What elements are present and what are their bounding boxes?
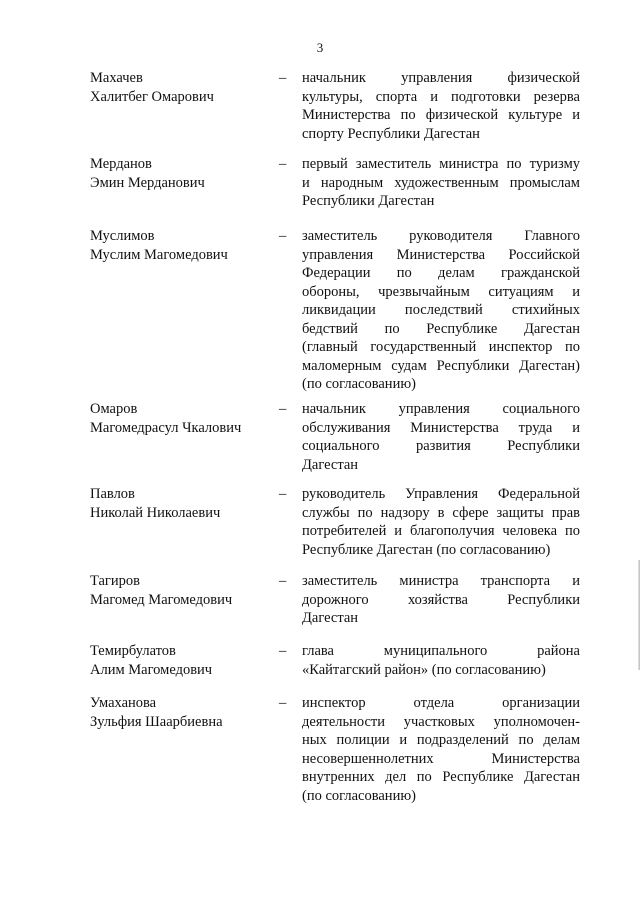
role-line: службы по надзору в сфере защиты прав [302,504,580,521]
member-role [302,155,580,211]
member-role [302,694,580,805]
member-name [90,155,270,192]
role-line: маломерным судам Республики Дагестан) [302,357,580,374]
dash-separator: – [279,401,287,417]
page-number: 3 [316,40,324,55]
role-line: культуры, спорта и подготовки резерва [302,88,580,105]
role-line: начальник управления социального [302,401,580,417]
member-name [90,572,270,609]
member-surname: Павлов [90,486,135,502]
member-given-names: Халитбег Омарович [90,88,214,105]
dash-separator: – [279,156,287,172]
role-line: заместитель руководителя Главного [302,228,580,244]
dash-separator: – [279,70,287,86]
role-line: ных полиции и подразделений по делам [302,732,580,748]
role-line: внутренних дел по Республике Дагестан [302,769,580,785]
member-surname: Омаров [90,401,138,417]
member-name [90,69,270,106]
member-role [302,572,580,628]
member-name [90,400,270,437]
member-surname: Махачев [90,70,143,86]
role-line: (по согласованию) [302,787,416,804]
role-line: Республике Дагестан (по согласованию) [302,541,551,558]
member-given-names: Николай Николаевич [90,504,221,521]
role-line: спорту Республики Дагестан [302,125,480,142]
member-surname: Муслимов [90,228,155,244]
member-role [302,485,580,559]
role-line: Дагестан [302,456,359,473]
role-line: Министерства по физической культуре и [302,107,580,123]
role-line: глава муниципального района [302,643,580,659]
member-surname: Тагиров [90,573,140,589]
role-line: потребителей и благополучия человека по [302,523,580,539]
member-given-names: Зульфия Шаарбиевна [90,713,223,730]
role-line: (главный государственный инспектор по [302,339,580,355]
role-line: начальник управления физической [302,70,580,86]
role-line: (по согласованию) [302,376,416,392]
member-name [90,485,270,522]
member-surname: Умаханова [90,695,157,711]
dash-separator: – [279,486,287,502]
role-line: деятельности участковых уполномочен- [302,713,580,730]
role-line: управления Министерства Российской [302,246,580,263]
member-role [302,400,580,474]
dash-separator: – [279,695,287,711]
member-name [90,642,270,679]
member-role [302,227,580,394]
role-line: Дагестан [302,610,359,626]
role-line: дорожного хозяйства Республики [302,591,580,608]
role-line: заместитель министра транспорта и [302,573,580,589]
role-line: обороны, чрезвычайным ситуациям и [302,283,580,300]
role-line: первый заместитель министра по туризму [302,156,580,172]
dash-separator: – [279,643,287,659]
member-given-names: Муслим Магомедович [90,246,228,263]
role-line: обслуживания Министерства труда и [302,419,580,436]
role-line: социального развития Республики [302,438,580,454]
member-surname: Мерданов [90,156,152,172]
dash-separator: – [279,573,287,589]
member-given-names: Алим Магомедович [90,661,213,678]
role-line: бедствий по Республике Дагестан [302,320,580,337]
role-line: «Кайтагский район» (по согласованию) [302,661,546,678]
dash-separator: – [279,228,287,244]
member-given-names: Эмин Мерданович [90,174,205,191]
member-surname: Темирбулатов [90,643,176,659]
member-role [302,642,580,679]
role-line: несовершеннолетних Министерства [302,750,580,767]
role-line: руководитель Управления Федеральной [302,486,580,502]
role-line: ликвидации последствий стихийных [302,302,580,318]
member-name [90,694,270,731]
role-line: и народным художественным промыслам [302,174,580,191]
member-given-names: Магомед Магомедович [90,591,233,608]
member-name [90,227,270,264]
role-line: Республики Дагестан [302,193,435,209]
member-role [302,69,580,143]
role-line: инспектор отдела организации [302,695,580,711]
role-line: Федерации по делам гражданской [302,265,580,281]
member-given-names: Магомедрасул Чкалович [90,419,242,436]
